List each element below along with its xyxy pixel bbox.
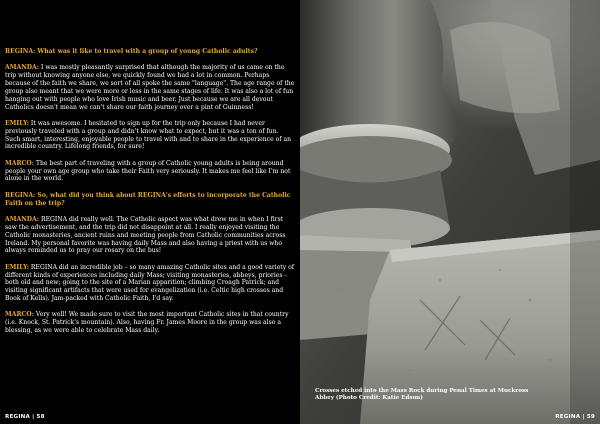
- answer-paragraph: [5, 311, 295, 335]
- answer-text: REGINA did an incredible job – so many amazing Catholic sites and a good variety of different kinds of experiences including daily Mass; visiting monasteries, abbeys, priories - both old and new; going to the site of a Marian apparition; climbing Croagh Patrick; and visiting significant artifacts that were used for evangelization (i.e. Celtic high crosses and Book of Kells). Jam-packed with Catholic Faith, I'd say.: [5, 263, 295, 303]
- answer-paragraph: [5, 120, 295, 151]
- answer-paragraph: [5, 64, 295, 111]
- speaker-label: AMANDA:: [5, 216, 40, 223]
- speaker-label: MARCO:: [5, 311, 34, 319]
- interview-text-column: [5, 48, 295, 343]
- question-paragraph: [5, 192, 295, 208]
- question-text: REGINA: So, what did you think about REGINA's efforts to incorporate the Catholic Faith on the trip?: [5, 191, 291, 207]
- answer-text: It was awesome. I hesitated to sign up for the trip only because I had never previously traveled with a group and didn't know what to expect, but it was a ton of fun. Such smart, interesting, enjoyable people to travel with and to share in the experience of an incredible country. Lifelong friends, for sure!: [5, 119, 292, 151]
- question-paragraph: [5, 48, 295, 56]
- photo-caption: Crosses etched into the Mass Rock during Penal Times at Muckross Abbey (Photo Credit: Katie Edson): [315, 388, 529, 402]
- answer-text: Very well! We made sure to visit the most important Catholic sites in that country (i.e. Knock, St. Patrick's mountain). Also, having Fr. James Moore in the group was also a blessing, as we were able to celebrate Mass daily.: [5, 311, 289, 335]
- answer-paragraph: [5, 264, 295, 303]
- answer-paragraph: [5, 160, 295, 184]
- answer-text: The best part of traveling with a group of Catholic young adults is being around people your own age group who take their Faith very seriously. It makes me feel like I'm not alone in the world.: [5, 159, 291, 183]
- page-number-right: REGINA | 59: [555, 414, 595, 420]
- question-text: REGINA: What was it like to travel with a group of young Catholic adults?: [5, 48, 258, 55]
- speaker-label: AMANDA:: [5, 64, 40, 72]
- mass-rock-photo: [300, 0, 600, 424]
- speaker-label: MARCO:: [5, 159, 34, 167]
- speaker-label: EMILY:: [5, 119, 29, 127]
- answer-text: REGINA did really well. The Catholic aspect was what drew me in when I first saw the advertisement, and the trip did not disappoint at all. I really enjoyed visiting the Catholic monasteries, ancient ruins and meeting people from Catholic communities across Ireland. My personal favorite was having daily Mass and also having a priest with us who always reminded us to pray our rosary on the bus!: [5, 216, 286, 255]
- page-number-left: REGINA | 58: [5, 414, 45, 420]
- right-page: [300, 0, 600, 424]
- answer-paragraph: [5, 216, 295, 255]
- answer-text: I was mostly pleasantly surprised that although the majority of us came on the trip without knowing anyone else, we quickly found we had a lot in common. Perhaps because of the faith we share, we sort of all spoke the same "language". The age range of the group also meant that we were more or less in the same stages of life. It was also a lot of fun hanging out with people who love Irish music and beer. Just because we are all devout Catholics doesn't mean we can't share our faith journey over a pint of Guinness!: [5, 64, 295, 111]
- speaker-label: EMILY:: [5, 263, 29, 271]
